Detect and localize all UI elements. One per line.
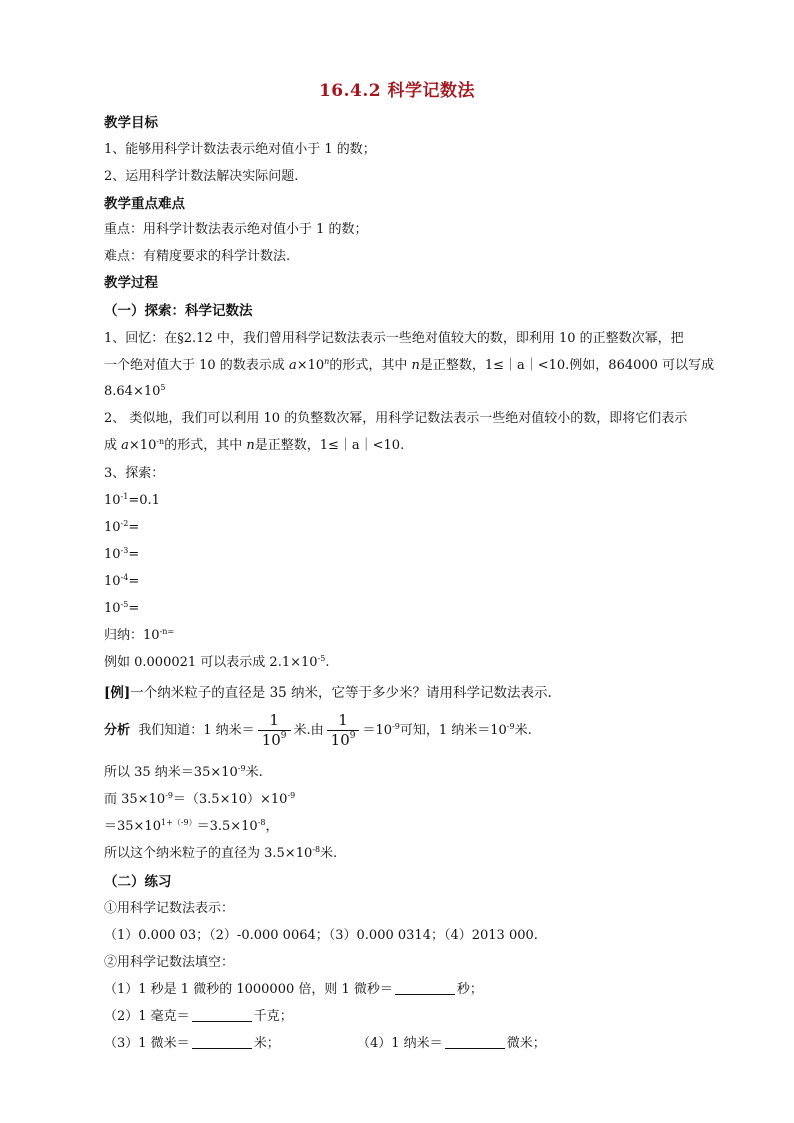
analogy-line-1: 2、 类似地，我们可以利用 10 的负整数次幂，用科学记数法表示一些绝对值较小的数，即将它们表示 bbox=[104, 411, 688, 426]
answer-blank bbox=[445, 1036, 505, 1049]
explore-step-3: 3、探索： bbox=[104, 466, 165, 481]
section-heading-key-points: 教学重点难点 bbox=[104, 196, 185, 212]
power-row-5: $10^{-5}=$ bbox=[104, 600, 140, 616]
page-title: 16.4.2 科学记数法 bbox=[318, 81, 476, 101]
solution-line-1: 所以 35 纳米$=35\times 10^{-9}$米. bbox=[104, 764, 263, 780]
section-heading-process: 教学过程 bbox=[104, 275, 158, 291]
power-row-1: $10^{-1}=0.1$ bbox=[104, 492, 160, 508]
worked-example-question: [例]一个纳米粒子的直径是 35 纳米，它等于多少米？请用科学记数法表示. bbox=[104, 685, 552, 701]
analogy-line-2: 成 $a\times 10^{-n}$的形式，其中 n是正整数，1≤｜a｜<10. bbox=[104, 437, 405, 453]
objective-2: 2、运用科学计数法解决实际问题. bbox=[104, 169, 299, 184]
recall-line-1: 1、回忆：在§2.12 中，我们曾用科学记数法表示一些绝对值较大的数，即利用 10 的正整数次幂，把 bbox=[104, 331, 684, 346]
practice-q2: ②用科学记数法填空： bbox=[104, 955, 235, 970]
practice-q2-item-3: （3）1 微米＝ 米； bbox=[104, 1036, 280, 1051]
power-row-3: $10^{-3}=$ bbox=[104, 546, 140, 562]
answer-blank bbox=[395, 982, 455, 995]
answer-blank bbox=[192, 1036, 252, 1049]
recall-line-2: 一个绝对值大于 10 的数表示成 $a\times 10^n$的形式，其中 n是正整数，1≤｜a｜<10.例如，864000 可以写成 bbox=[104, 357, 715, 373]
power-row-4: $10^{-4}=$ bbox=[104, 573, 140, 589]
practice-q2-item-1: （1）1 秒是 1 微秒的 1000000 倍，则 1 微秒＝ 秒； bbox=[104, 982, 483, 997]
subsection-practice-heading: （二）练习 bbox=[104, 874, 172, 890]
example-line: 例如 0.000021 可以表示成 $2.1\times 10^{-5}$. bbox=[104, 654, 330, 670]
answer-blank bbox=[192, 1009, 252, 1022]
recall-line-3: $8.64\times 10^5$ bbox=[104, 383, 166, 399]
fraction-1-over-10-9: $\frac{1}{10^9}$ bbox=[258, 711, 291, 750]
generalize-line: 归纳：$10^{-n=}$ bbox=[104, 627, 175, 643]
solution-line-2: 而 $35\times 10^{-9}=(3.5\times 10)\times 10^{-9}$ bbox=[104, 791, 296, 807]
practice-q2-item-4: （4）1 纳米＝ 微米； bbox=[357, 1036, 546, 1051]
objective-1: 1、能够用科学计数法表示绝对值小于 1 的数； bbox=[104, 142, 376, 157]
difficult-point: 难点：有精度要求的科学计数法. bbox=[104, 249, 291, 264]
subsection-explore-heading: （一）探索：科学记数法 bbox=[104, 303, 253, 319]
key-point: 重点：用科学计数法表示绝对值小于 1 的数； bbox=[104, 222, 368, 237]
solution-line-4: 所以这个纳米粒子的直径为 $3.5\times 10^{-8}$米. bbox=[104, 845, 338, 861]
section-heading-objectives: 教学目标 bbox=[104, 115, 158, 131]
practice-q1: ①用科学记数法表示： bbox=[104, 901, 235, 916]
solution-line-3: $=35\times 10^{1+(-9)}=3.5\times 10^{-8}$， bbox=[104, 818, 279, 834]
practice-q2-item-2: （2）1 毫克＝ 千克； bbox=[104, 1009, 293, 1024]
practice-q1-items: （1）0.000 03；（2）-0.000 0064；（3）0.000 0314；（4）2013 000. bbox=[104, 928, 538, 943]
fraction-1-over-10-9-b: $\frac{1}{10^9}$ bbox=[327, 711, 360, 750]
analysis-line: 分析 我们知道：1 纳米＝ $\frac{1}{10^9}$ 米.由 $\frac{1}{10^9}$ $=10^{-9}$可知，1 纳米$=10^{-9}$米. bbox=[104, 711, 532, 749]
power-row-2: $10^{-2}=$ bbox=[104, 519, 140, 535]
